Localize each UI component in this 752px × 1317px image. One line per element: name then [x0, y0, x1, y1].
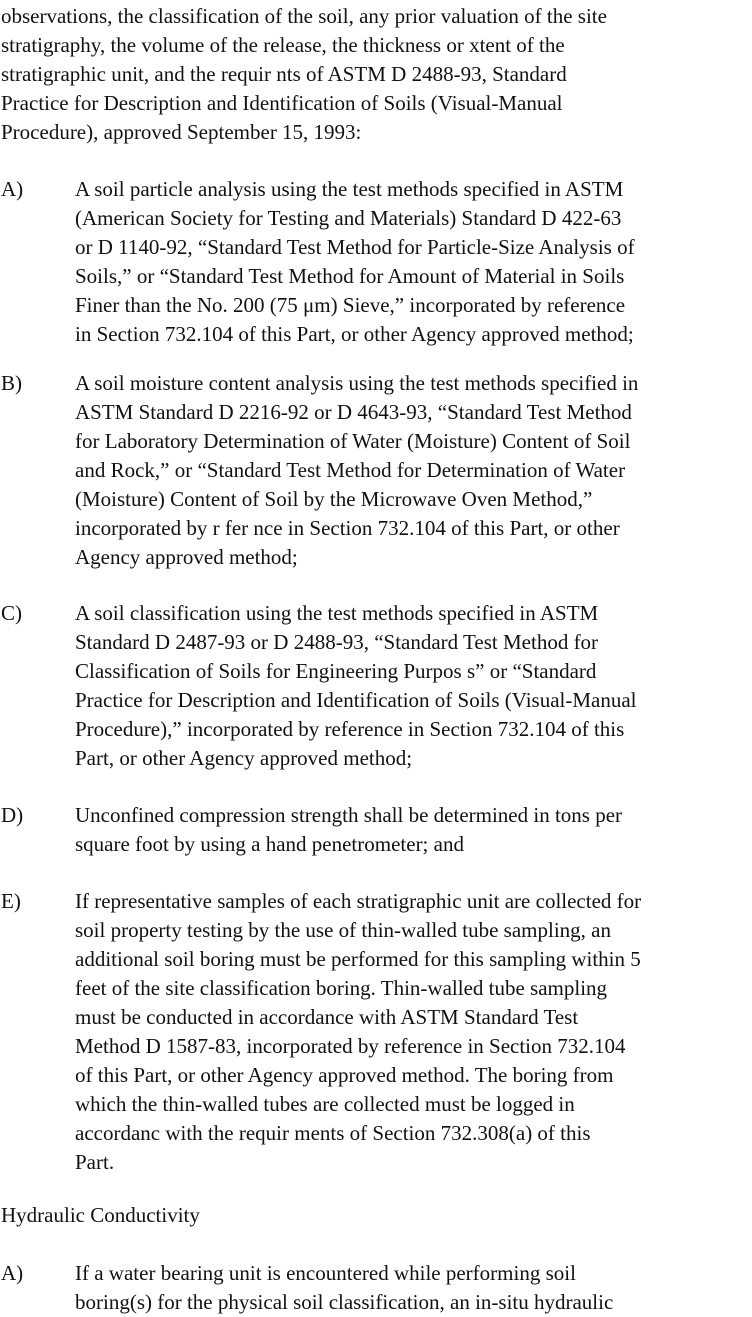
- list-item-label: C): [1, 601, 22, 625]
- list-item-text: A soil moisture content analysis using the test methods specified in ASTM Standard D 2216-92 or D 4643-93, “Standard Test Method for Laboratory Determination of Water (Moisture) Content of Soil and Rock,” or “Standard Test Method for Determination of Water (Moisture) Content of Soil by the Microwave Oven Method,” incorporated by r fer nce in Section 732.104 of this Part, or other Agency approved method;: [75, 371, 639, 569]
- list-item-text: Unconfined compression strength shall be determined in tons per square foot by using a hand penetrometer; and: [75, 803, 623, 856]
- list-item-text: If a water bearing unit is encountered while performing soil boring(s) for the physical soil classification, an in-situ hydraulic: [75, 1261, 614, 1314]
- list-item-label: E): [1, 889, 21, 913]
- list-item-text: If representative samples of each stratigraphic unit are collected for soil property testing by the use of thin-walled tube sampling, an additional soil boring must be performed for this sampling within 5 feet of the site classification boring. Thin-walled tube sampling must be conducted in accordance with ASTM Standard Test Method D 1587-83, incorporated by reference in Section 732.104 of this Part, or other Agency approved method. The boring from which the thin-walled tubes are collected must be logged in accordanc with the requir ments of Section 732.308(a) of this Part.: [75, 889, 642, 1174]
- list-item-label: D): [1, 803, 24, 827]
- list-item-label: B): [1, 371, 22, 395]
- section-heading: Hydraulic Conductivity: [1, 1203, 200, 1227]
- list-item-label: A): [1, 1261, 24, 1285]
- list-item-label: A): [1, 177, 24, 201]
- list-item-text: A soil classification using the test methods specified in ASTM Standard D 2487-93 or D 2488-93, “Standard Test Method for Classification of Soils for Engineering Purpos s” or “Standard Practice for Description and Identification of Soils (Visual-Manual Procedure),” incorporated by reference in Section 732.104 of this Part, or other Agency approved method;: [75, 601, 637, 770]
- intro-paragraph: observations, the classification of the soil, any prior valuation of the site stratigraphy, the volume of the release, the thickness or xtent of the stratigraphic unit, and the requir nts of ASTM D 2488-93, Standard Practice for Description and Identification of Soils (Visual-Manual Procedure), approved September 15, 1993:: [1, 4, 607, 144]
- list-item-text: A soil particle analysis using the test methods specified in ASTM (American Society for Testing and Materials) Standard D 422-63 or D 1140-92, “Standard Test Method for Particle-Size Analysis of Soils,” or “Standard Test Method for Amount of Material in Soils Finer than the No. 200 (75 μm) Sieve,” incorporated by reference in Section 732.104 of this Part, or other Agency approved method;: [75, 177, 635, 346]
